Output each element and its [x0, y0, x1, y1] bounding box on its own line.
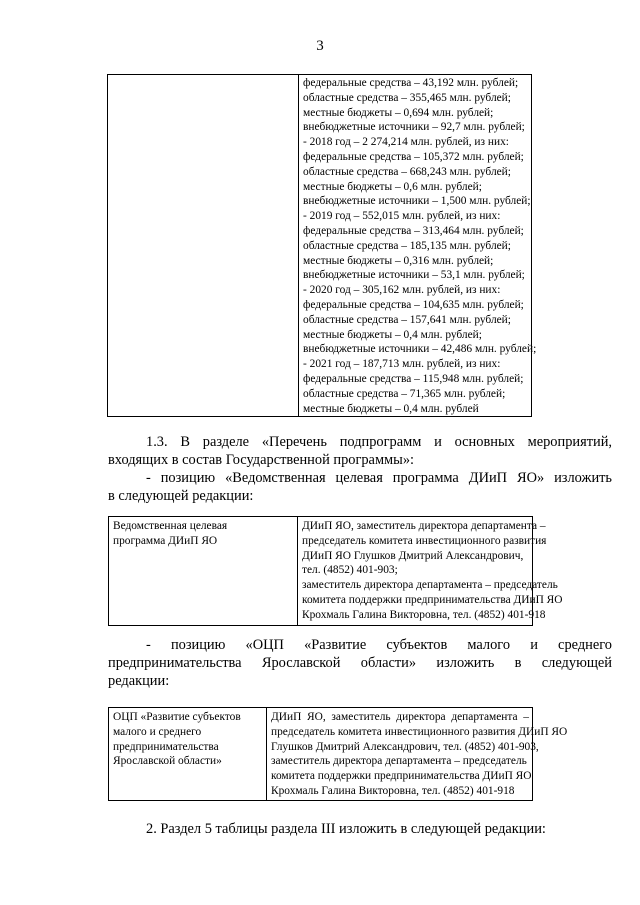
paragraph-ocp	[108, 636, 612, 690]
vcp-right-line: комитета поддержки предпринимательства ДИиП ЯО	[302, 593, 563, 606]
paragraph-line: входящих в состав Государственной программы»:	[108, 452, 415, 468]
ocp-right-line: Глушков Дмитрий Александрович, тел. (4852) 401-903,	[271, 740, 539, 753]
funding-line: областные средства – 668,243 млн. рублей;	[303, 165, 511, 178]
ocp-table	[108, 707, 568, 801]
funding-line: областные средства – 355,465 млн. рублей;	[303, 91, 511, 104]
paragraph-line: предпринимательства Ярославской области» изложить в следующей	[108, 655, 612, 671]
funding-line: внебюджетные источники – 1,500 млн. рублей;	[303, 195, 531, 208]
funding-line: - 2019 год – 552,015 млн. рублей, из них:	[303, 210, 501, 223]
paragraph-line: - позицию «ОЦП «Развитие субъектов малого и среднего	[146, 637, 612, 653]
vcp-right-line: председатель комитета инвестиционного развития	[302, 534, 547, 547]
vcp-table-right-cell	[298, 517, 563, 626]
funding-table-right-cell	[299, 75, 537, 417]
funding-line: внебюджетные источники – 92,7 млн. рублей;	[303, 121, 525, 134]
vcp-right-line: Крохмаль Галина Викторовна, тел. (4852) 401-918	[302, 608, 546, 621]
ocp-table-right-cell	[267, 708, 568, 801]
ocp-right-line: заместитель директора департамента – председатель	[271, 755, 527, 768]
ocp-right-line: Крохмаль Галина Викторовна, тел. (4852) 401-918	[271, 784, 515, 797]
funding-line: местные бюджеты – 0,4 млн. рублей;	[303, 328, 482, 341]
vcp-table	[108, 516, 563, 626]
paragraph-line: - позицию «Ведомственная целевая программа ДИиП ЯО» изложить	[146, 470, 612, 486]
paragraph-1-3	[108, 433, 612, 505]
funding-line: - 2018 год – 2 274,214 млн. рублей, из них:	[303, 136, 509, 149]
paragraph-line: 2. Раздел 5 таблицы раздела III изложить в следующей редакции:	[146, 821, 546, 837]
ocp-left-line: ОЦП «Развитие субъектов	[113, 711, 241, 723]
funding-line: федеральные средства – 43,192 млн. рублей;	[303, 77, 519, 89]
funding-line: областные средства – 185,135 млн. рублей;	[303, 239, 511, 252]
vcp-table-left-cell	[109, 517, 298, 626]
paragraph-line: в следующей редакции:	[108, 488, 254, 504]
funding-line: федеральные средства – 115,948 млн. рублей;	[303, 372, 524, 385]
ocp-table-left-cell	[109, 708, 267, 801]
funding-line: местные бюджеты – 0,694 млн. рублей;	[303, 106, 494, 119]
funding-line: федеральные средства – 104,635 млн. рублей;	[303, 298, 524, 311]
vcp-right-line: ДИиП ЯО Глушков Дмитрий Александрович,	[302, 549, 524, 562]
vcp-right-line: ДИиП ЯО, заместитель директора департамента –	[302, 520, 546, 532]
ocp-right-line: председатель комитета инвестиционного развития ДИиП ЯО	[271, 725, 568, 738]
page-number: 3	[316, 38, 324, 54]
ocp-left-line: предпринимательства	[113, 740, 219, 753]
funding-line: местные бюджеты – 0,6 млн. рублей;	[303, 180, 482, 193]
vcp-right-line: тел. (4852) 401-903;	[302, 564, 398, 577]
funding-table	[107, 74, 537, 417]
vcp-left-line: Ведомственная целевая	[113, 520, 228, 532]
funding-line: местные бюджеты – 0,4 млн. рублей	[303, 402, 479, 415]
ocp-right-line: комитета поддержки предпринимательства ДИиП ЯО	[271, 770, 532, 783]
paragraph-line: 1.3. В разделе «Перечень подпрограмм и основных мероприятий,	[146, 434, 612, 450]
funding-table-left-cell	[108, 75, 299, 417]
ocp-right-line: ДИиП ЯО, заместитель директора департамента –	[271, 711, 529, 723]
funding-line: внебюджетные источники – 42,486 млн. рублей;	[303, 343, 537, 356]
funding-line: федеральные средства – 105,372 млн. рублей;	[303, 150, 524, 163]
funding-line: - 2020 год – 305,162 млн. рублей, из них:	[303, 284, 501, 297]
funding-line: местные бюджеты – 0,316 млн. рублей;	[303, 254, 494, 267]
paragraph-line: редакции:	[108, 673, 170, 689]
funding-line: федеральные средства – 313,464 млн. рублей;	[303, 224, 524, 237]
ocp-left-line: малого и среднего	[113, 725, 202, 738]
funding-line: областные средства – 157,641 млн. рублей;	[303, 313, 511, 326]
vcp-left-line: программа ДИиП ЯО	[113, 534, 218, 547]
paragraph-2	[108, 820, 612, 838]
vcp-right-line: заместитель директора департамента – председатель	[302, 579, 558, 592]
funding-line: областные средства – 71,365 млн. рублей;	[303, 387, 506, 400]
ocp-left-line: Ярославской области»	[113, 755, 222, 768]
funding-line: внебюджетные источники – 53,1 млн. рублей;	[303, 269, 525, 282]
funding-line: - 2021 год – 187,713 млн. рублей, из них:	[303, 358, 501, 371]
